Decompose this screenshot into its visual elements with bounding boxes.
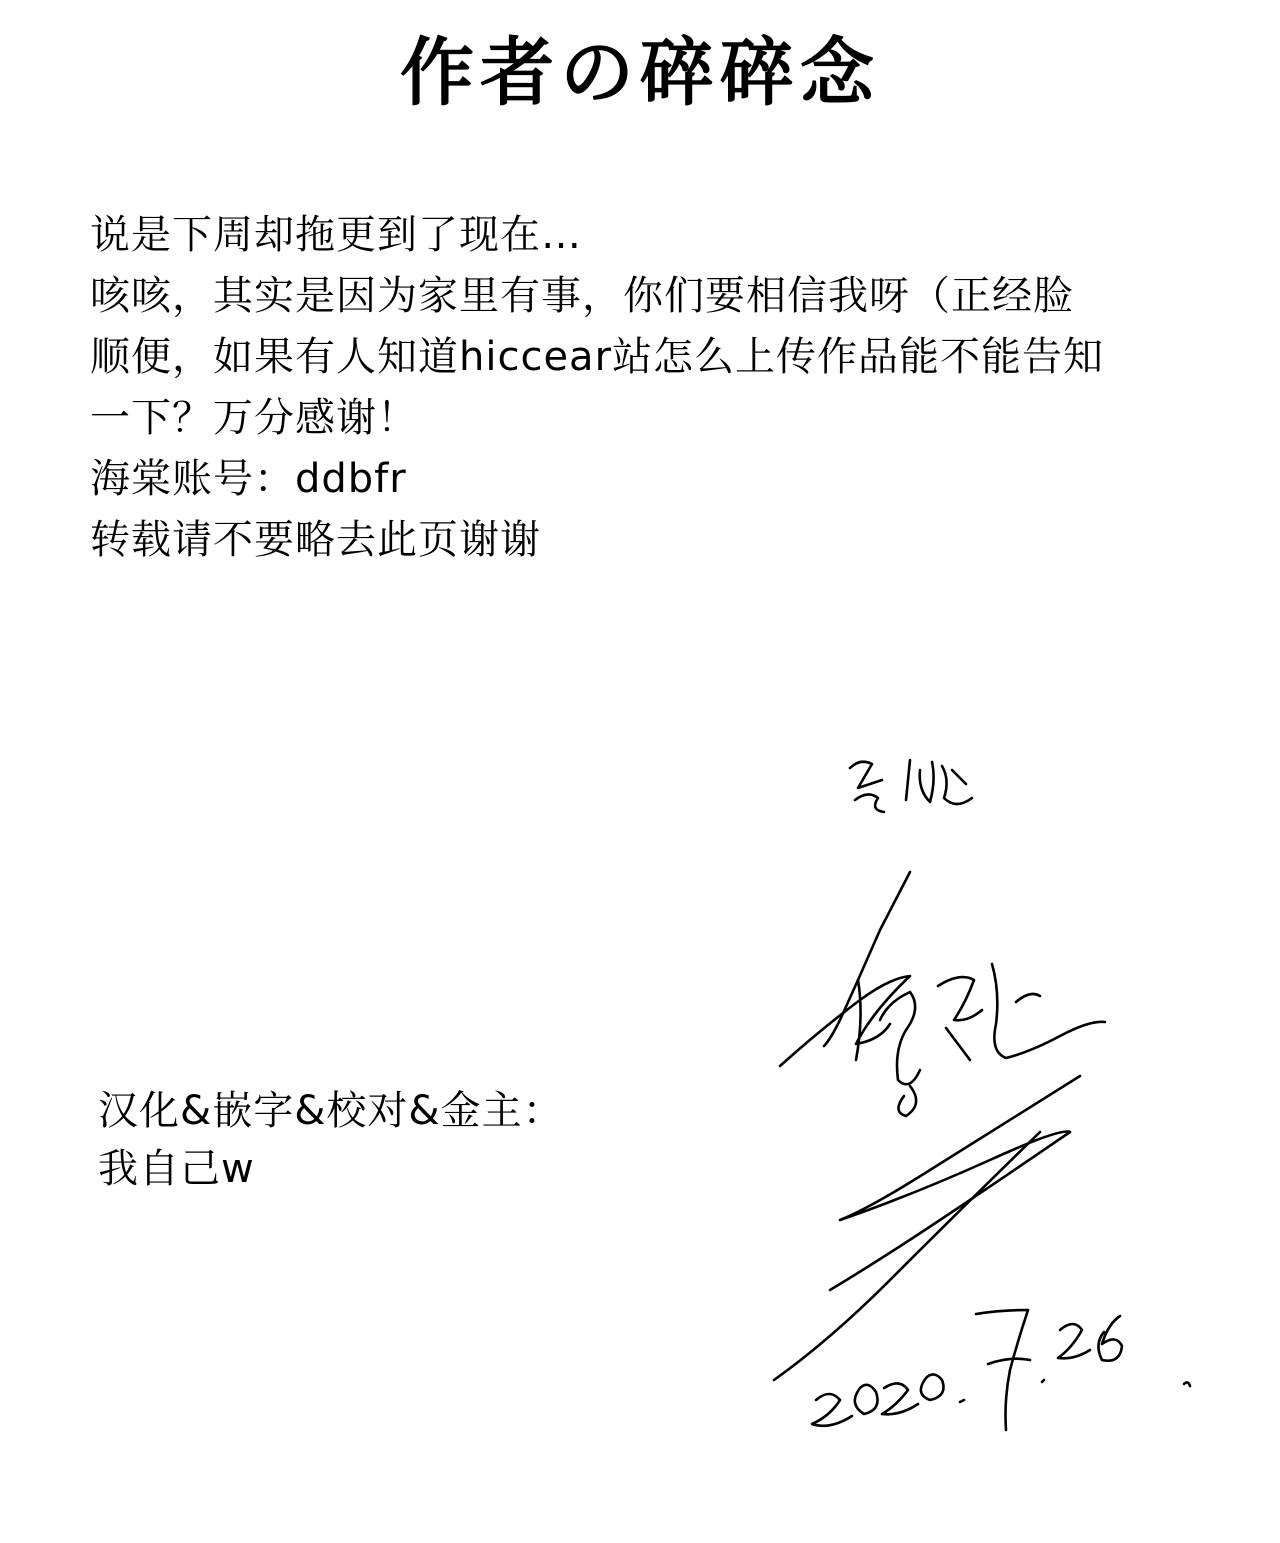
- author-notes: [90, 205, 1220, 571]
- note-line: 一下？万分感谢！: [90, 395, 418, 441]
- credits: [98, 1082, 698, 1198]
- credits-name: 我自己w: [98, 1146, 255, 1192]
- signature-name: [780, 872, 1105, 1116]
- page-title: 作者の碎碎念: [400, 30, 880, 116]
- note-line: 咳咳，其实是因为家里有事，你们要相信我呀（正经脸: [90, 273, 1074, 319]
- note-line: 说是下周却拖更到了现在…: [90, 212, 582, 258]
- note-line: 转载请不要略去此页谢谢: [90, 517, 541, 563]
- signature-flourish: [774, 1076, 1080, 1380]
- note-line: 顺便，如果有人知道hiccear站怎么上传作品能不能告知: [90, 334, 1105, 380]
- signature-date: [812, 1310, 1190, 1430]
- credits-roles: 汉化&嵌字&校对&金主：: [98, 1088, 564, 1134]
- note-line: 海棠账号：ddbfr: [90, 456, 407, 502]
- handwritten-signature: [760, 740, 1220, 1460]
- signature-greeting: [850, 760, 972, 812]
- signature-drawing: [760, 740, 1220, 1460]
